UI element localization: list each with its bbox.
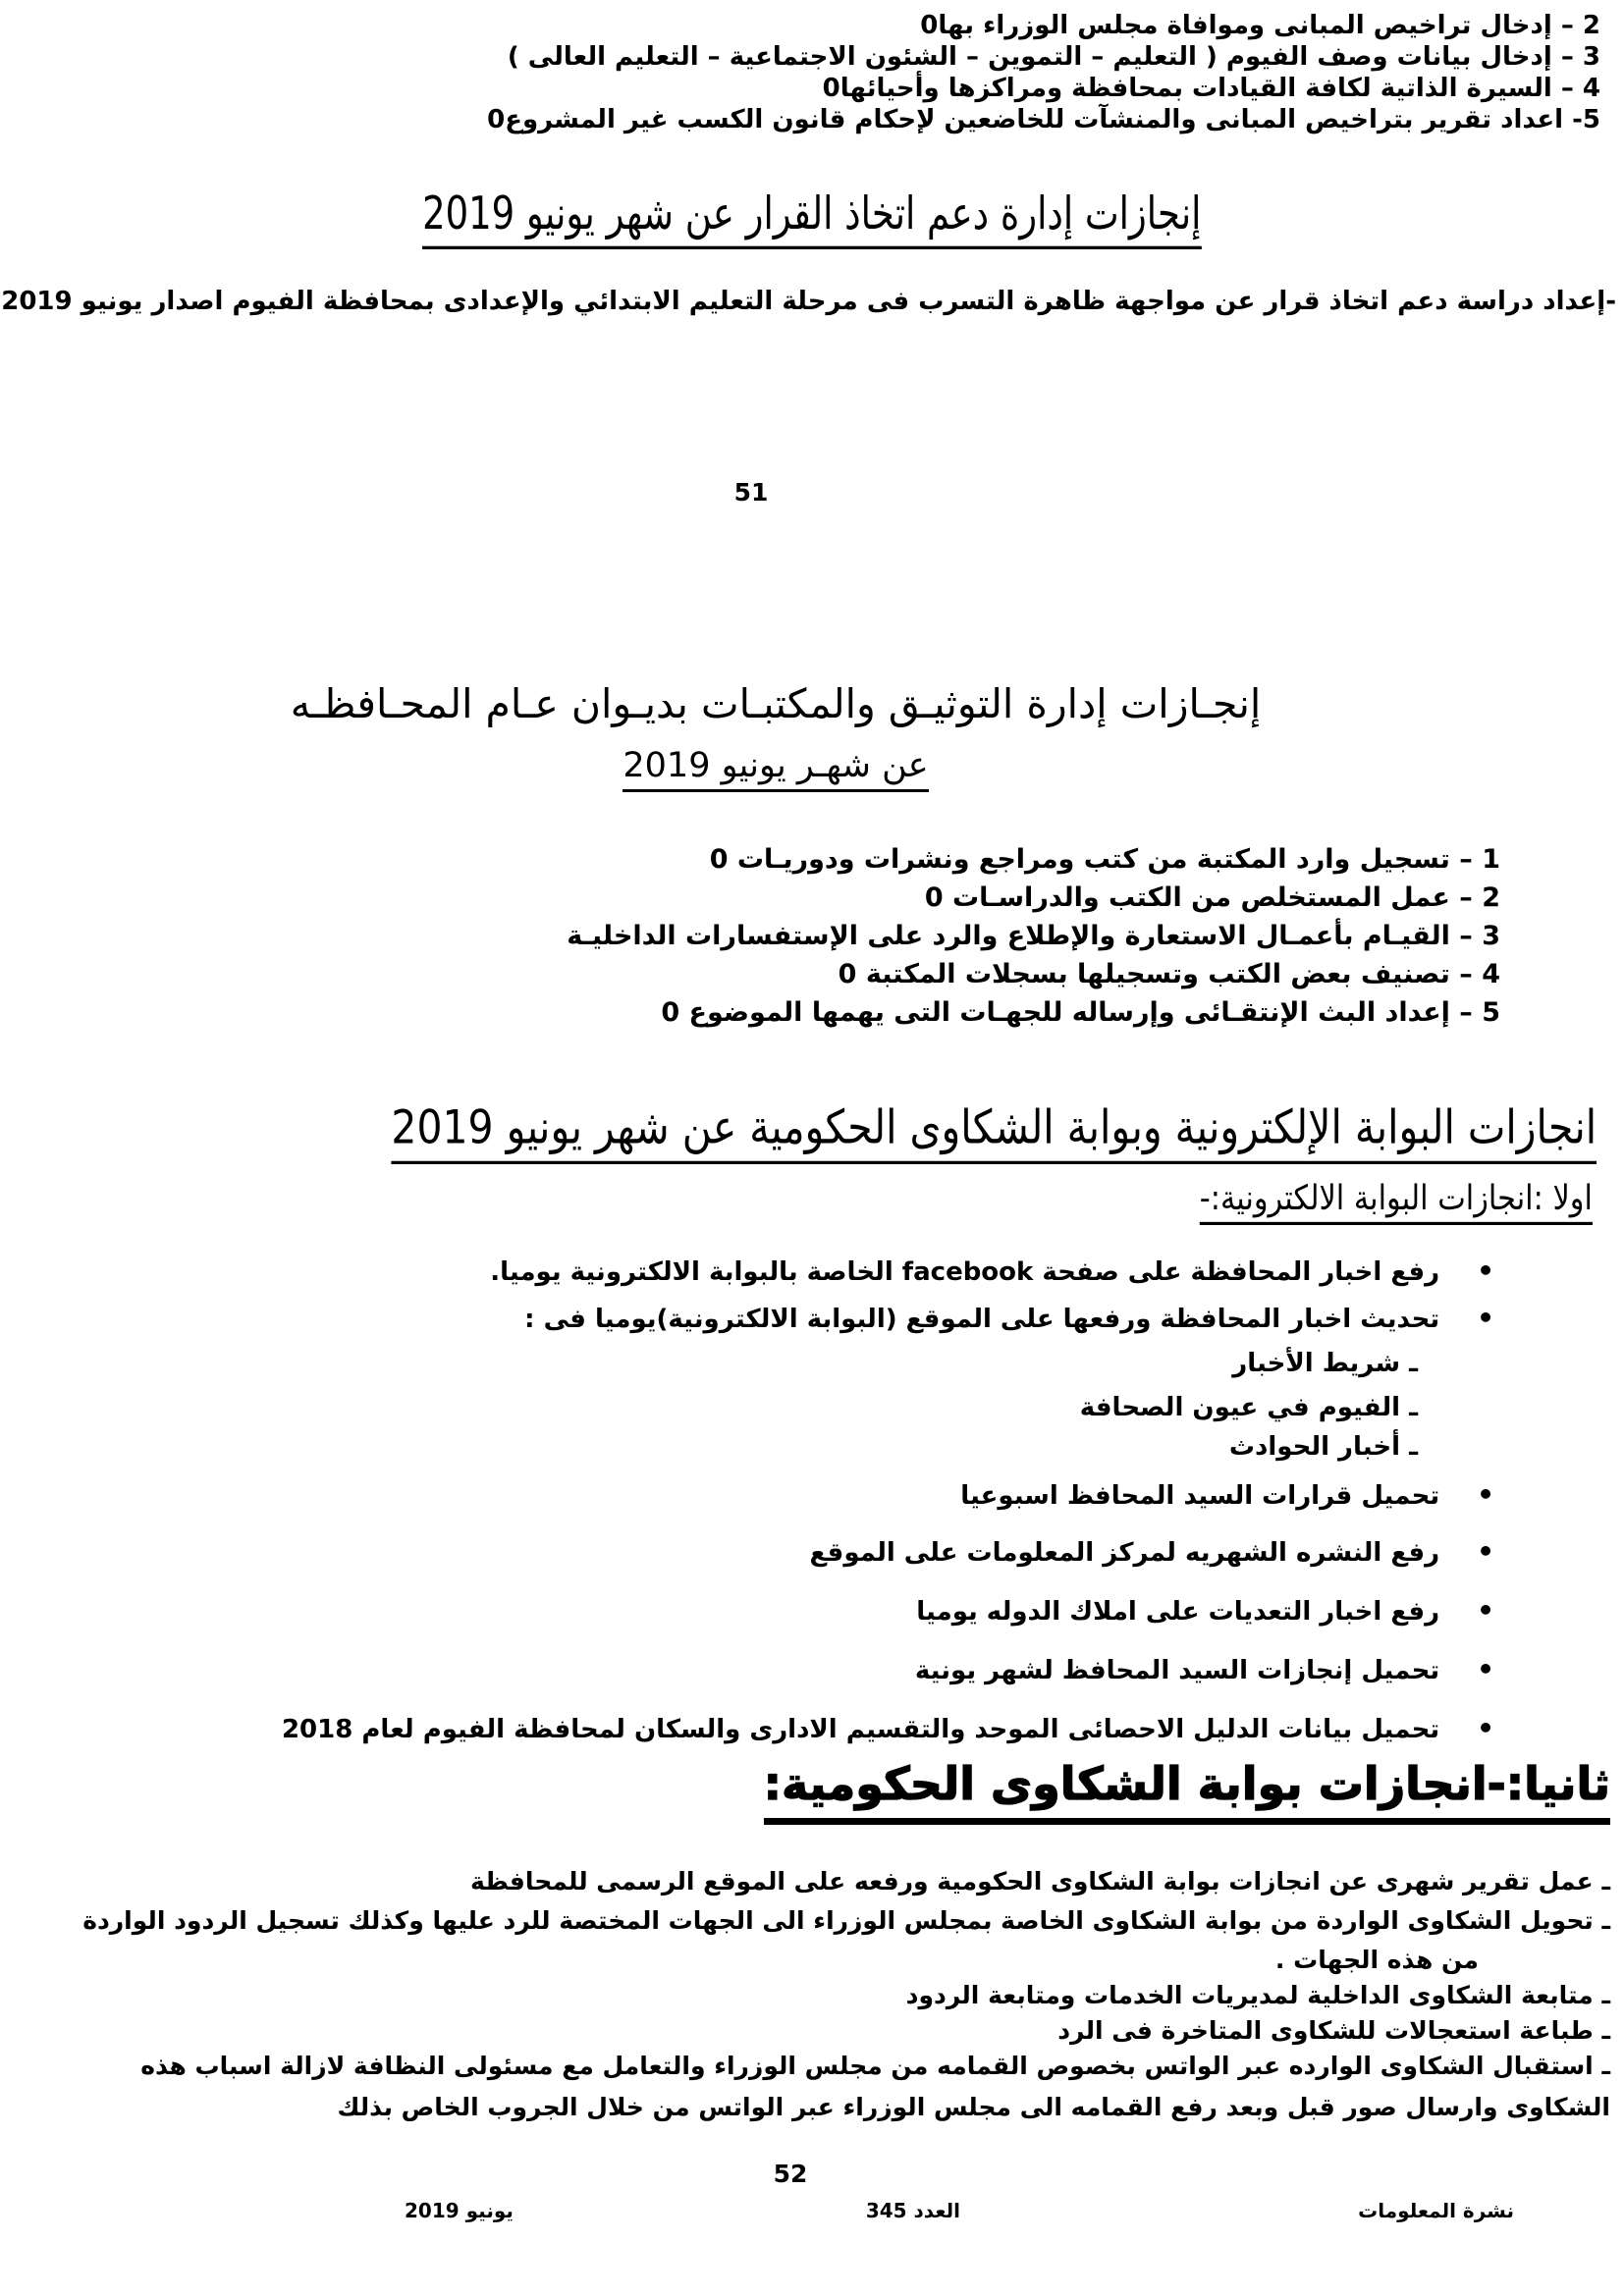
documentation-title-line2 (0, 746, 1551, 792)
footer-publication: نشرة المعلومات (1358, 2199, 1514, 2222)
list-item (1080, 1393, 1418, 1422)
section-subtitle: عن شهـر يونيو 2019 (623, 746, 928, 792)
list-item: 2 – عمل المستخلص من الكتب والدراسـات 0 (924, 882, 1500, 913)
dash-item-text: ـ أخبار الحوادث (1228, 1432, 1418, 1462)
bullet-dot-icon: • (1477, 1255, 1494, 1287)
list-item: 3 – إدخال بيانات وصف الفيوم ( التعليم – التموين – الشئون الاجتماعية – التعليم العالى ) (507, 42, 1600, 72)
dash-item-text: ـ شريط الأخبار (1232, 1349, 1418, 1378)
list-item: 2 – إدخال تراخيص المبانى وموافاة مجلس الوزراء بها0 (920, 11, 1600, 40)
complaints-section (764, 1757, 1610, 1825)
section-title: ثانيا:-انجازات بوابة الشكاوى الحكومية: (764, 1757, 1610, 1825)
portal-first-subtitle (1165, 1177, 1593, 1225)
documentation-title-line1: إنجـازات إدارة التوثيـق والمكتبـات بديـوان عـام المحـافظـه (290, 680, 1262, 727)
decision-support-body: -إعداد دراسة دعم اتخاذ قرار عن مواجهة ظاهرة التسرب فى مرحلة التعليم الابتدائي والإعدادى بمحافظة الفيوم اصدار يونيو 2019 (1, 287, 1616, 316)
bullet-text: تحميل بيانات الدليل الاحصائى الموحد والتقسيم الادارى والسكان لمحافظة الفيوم لعام 2018 (281, 1715, 1440, 1744)
page-number: 51 (733, 478, 769, 507)
footer-issue-number: العدد 345 (865, 2199, 960, 2222)
list-item: ـ استقبال الشكاوى الوارده عبر الواتس بخصوص القمامه من مجلس الوزراء والتعامل مع مسئولى النظافة لازالة اسباب هذه (140, 2052, 1610, 2080)
bullet-dot-icon: • (1477, 1653, 1494, 1685)
documentation-list (567, 840, 1500, 1032)
list-item (490, 1255, 1494, 1287)
list-item-continuation: الشكاوى وارسال صور قبل وبعد رفع القمامه الى مجلس الوزراء عبر الواتس من خلال الجروب الخاص بذلك (337, 2093, 1610, 2121)
bullet-dot-icon: • (1477, 1302, 1494, 1334)
list-item (1232, 1349, 1418, 1378)
footer-date: يونيو 2019 (405, 2199, 514, 2222)
list-item-continuation: من هذه الجهات . (1274, 1946, 1479, 1974)
list-item (810, 1535, 1494, 1568)
list-item: 4 – السيرة الذاتية لكافة القيادات بمحافظة ومراكزها وأحيائها0 (822, 74, 1600, 103)
list-item (916, 1594, 1494, 1627)
list-item: 1 – تسجيل وارد المكتبة من كتب ومراجع ونشرات ودوريـات 0 (709, 844, 1500, 875)
list-item: ـ طباعة استعجالات للشكاوى المتاخرة فى الرد (1057, 2016, 1610, 2045)
bullet-dot-icon: • (1477, 1594, 1494, 1627)
bullet-text: تحميل إنجازات السيد المحافظ لشهر يونية (914, 1656, 1440, 1685)
list-item: ـ عمل تقرير شهرى عن انجازات بوابة الشكاوى الحكومية ورفعه على الموقع الرسمى للمحافظة (469, 1867, 1610, 1896)
decision-support-section (0, 187, 1624, 249)
bullet-dot-icon: • (1477, 1535, 1494, 1568)
dash-item-text: ـ الفيوم في عيون الصحافة (1079, 1393, 1418, 1422)
bullet-dot-icon: • (1477, 1478, 1494, 1511)
list-item: 4 – تصنيف بعض الكتب وتسجيلها بسجلات المكتبة 0 (838, 959, 1500, 989)
list-item (915, 1653, 1494, 1685)
bullet-text: تحديث اخبار المحافظة ورفعها على الموقع (البوابة الالكترونية)يوميا فى : (524, 1305, 1440, 1334)
list-item (282, 1712, 1494, 1744)
bullet-text: تحميل قرارات السيد المحافظ اسبوعيا (960, 1481, 1440, 1511)
bullet-text: رفع اخبار التعديات على املاك الدوله يوميا (916, 1597, 1440, 1627)
section-title: إنجازات إدارة دعم اتخاذ القرار عن شهر يونيو 2019 (422, 187, 1201, 249)
bullet-text: رفع النشره الشهريه لمركز المعلومات على الموقع (809, 1538, 1440, 1568)
list-item: 5- اعداد تقرير بتراخيص المبانى والمنشآت للخاضعين لإحكام قانون الكسب غير المشروع0 (487, 105, 1600, 134)
list-item: 5 – إعداد البث الإنتقـائى وإرساله للجهـات التى يهمها الموضوع 0 (661, 997, 1500, 1028)
list-item (524, 1302, 1494, 1334)
bullet-dot-icon: • (1477, 1712, 1494, 1744)
list-item: ـ تحويل الشكاوى الواردة من بوابة الشكاوى الخاصة بمجلس الوزراء الى الجهات المختصة للرد عليها وكذلك تسجيل الردود الواردة (82, 1906, 1610, 1935)
list-item: ـ متابعة الشكاوى الداخلية لمديريات الخدمات ومتابعة الردود (905, 1981, 1610, 2009)
portal-section (300, 1100, 1597, 1164)
section-title: انجازات البوابة الإلكترونية وبوابة الشكاوى الحكومية عن شهر يونيو 2019 (391, 1100, 1597, 1164)
list-item: 3 – القيـام بأعمـال الاستعارة والإطلاع والرد على الإستفسارات الداخليـة (567, 921, 1500, 951)
list-item (1229, 1432, 1418, 1462)
bullet-text: رفع اخبار المحافظة على صفحة facebook الخاصة بالبوابة الالكترونية يوميا. (490, 1257, 1440, 1287)
section-subtitle: اولا :انجازات البوابة الالكترونية:- (1200, 1178, 1593, 1225)
building-permits-list (487, 10, 1600, 135)
list-item (960, 1478, 1494, 1511)
page-number: 52 (773, 2160, 808, 2188)
